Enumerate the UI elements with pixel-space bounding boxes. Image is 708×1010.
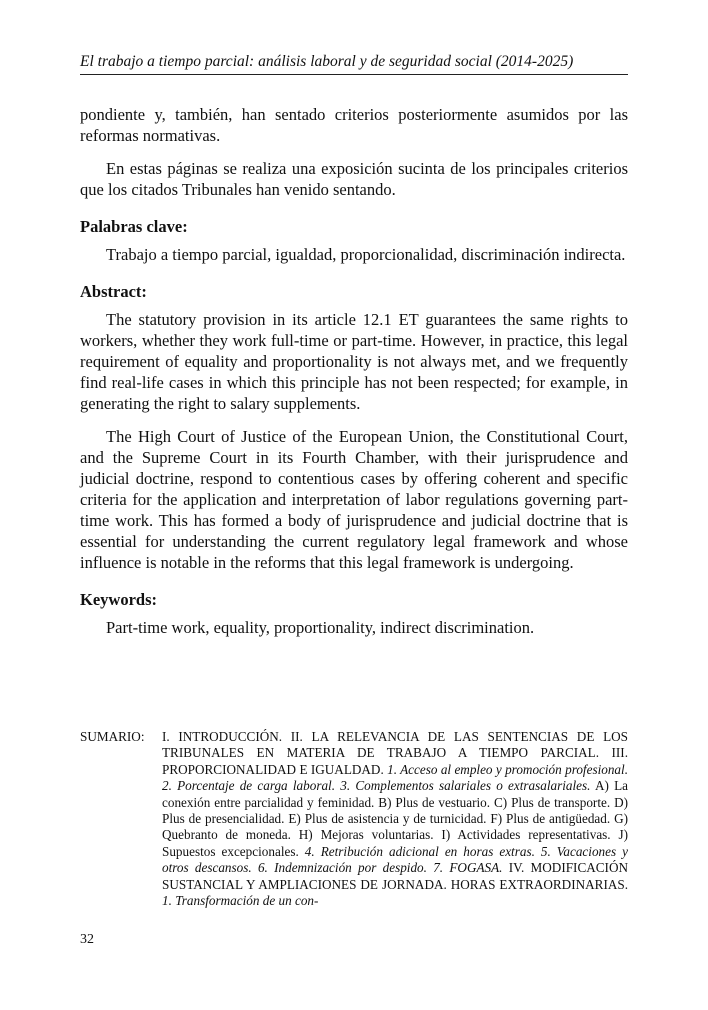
sumario-text	[162, 729, 628, 909]
running-header: El trabajo a tiempo parcial: análisis laboral y de seguridad social (2014-2025)	[80, 52, 628, 75]
keywords-text: Part-time work, equality, proportionality, indirect discrimination.	[106, 618, 535, 637]
keywords-heading: Keywords:	[80, 590, 157, 609]
main-content	[80, 104, 628, 638]
sumario-part-4: 4. Retribución adicional en horas extras. 5. Vacaciones y otros descansos. 6. Indemnización por despido. 7. FOGASA.	[162, 843, 628, 876]
sumario-part-3: A) La conexión entre parcialidad y feminidad. B) Plus de vestuario. C) Plus de transporte. D) Plus de presencialidad. E) Plus de asistencia y de turnicidad. F) Plus de antigüedad. G) Quebranto de moneda. H) Mejoras voluntarias. I) Actividades representativas. J) Supuestos excepcionales.	[162, 778, 629, 859]
sumario-part-6: 1. Transformación de un con-	[162, 893, 319, 909]
sumario-part-1: I. INTRODUCCIÓN. II. LA RELEVANCIA DE LAS SENTENCIAS DE LOS TRIBUNALES EN MATERIA DE TRABAJO A TIEMPO PARCIAL. III. PROPORCIONALIDAD E IGUALDAD.	[162, 729, 628, 777]
sumario-part-5: IV. MODIFICACIÓN SUSTANCIAL Y AMPLIACIONES DE JORNADA. HORAS EXTRAORDINARIAS.	[162, 860, 628, 892]
paragraph-continuation: pondiente y, también, han sentado criterios posteriormente asumidos por las reformas normativas.	[80, 105, 628, 145]
sumario-block	[80, 729, 628, 909]
abstract-heading: Abstract:	[80, 282, 147, 301]
sumario-label: SUMARIO:	[80, 729, 145, 744]
abstract-paragraph-2: The High Court of Justice of the European Union, the Constitutional Court, and the Supreme Court in its Fourth Chamber, with their jurisprudence and judicial doctrine, respond to contentious cases by offering coherent and specific criteria for the application and interpretation of labor regulations governing part-time work. This has formed a body of jurisprudence and judicial doctrine that is essential for understanding the current regulatory legal framework and whose influence is notable in the reforms that this legal framework is undergoing.	[80, 427, 628, 572]
page-number: 32	[80, 932, 94, 947]
abstract-paragraph-1: The statutory provision in its article 12.1 ET guarantees the same rights to workers, whether they work full-time or part-time. However, in practice, this legal requirement of equality and proportionality is not always met, and we frequently find real-life cases in which this principle has not been respected; for example, in generating the right to salary supplements.	[80, 310, 628, 413]
palabras-clave-heading: Palabras clave:	[80, 217, 188, 236]
paragraph-summary: En estas páginas se realiza una exposición sucinta de los principales criterios que los citados Tribunales han venido sentando.	[80, 159, 628, 199]
palabras-clave-text: Trabajo a tiempo parcial, igualdad, proporcionalidad, discriminación indirecta.	[106, 245, 626, 264]
sumario-part-2: 1. Acceso al empleo y promoción profesional. 2. Porcentaje de carga laboral. 3. Complementos salariales o extrasalariales.	[162, 761, 628, 794]
